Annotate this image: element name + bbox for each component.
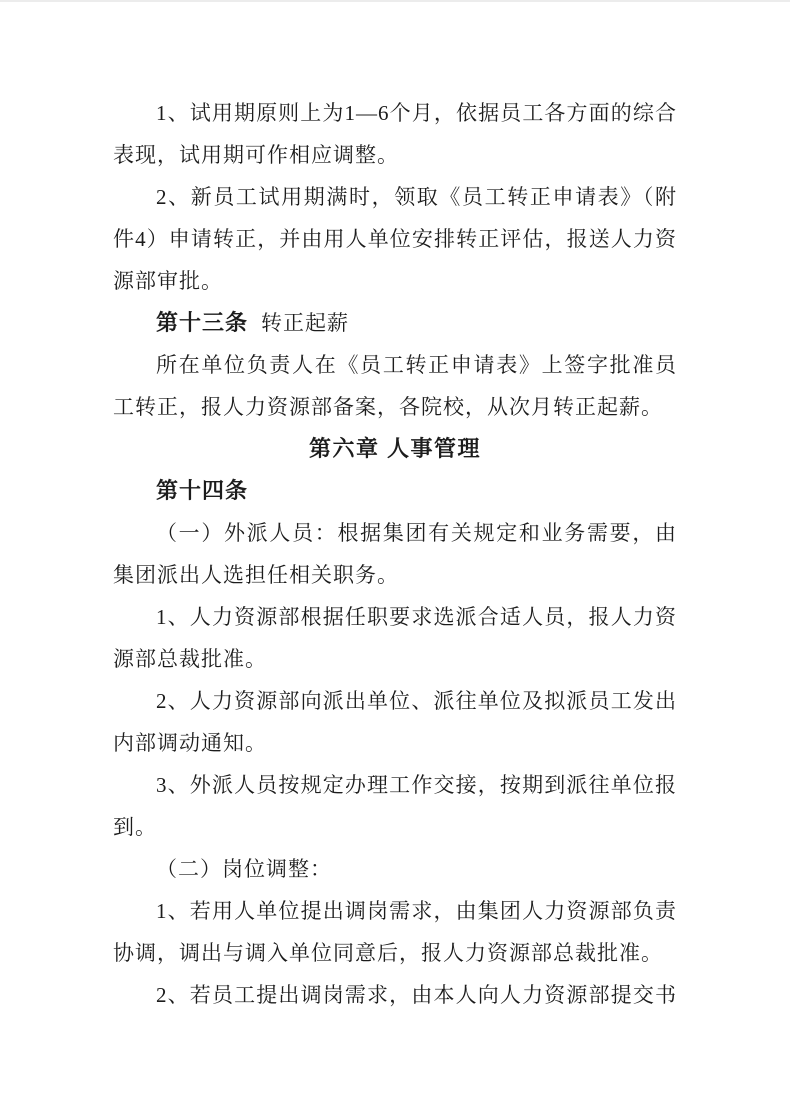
chapter-heading: 第六章 人事管理	[308, 436, 482, 461]
article-title: 转正起薪	[261, 311, 350, 335]
article-number: 第十四条	[156, 478, 249, 503]
text-line: 所在单位负责人在《员工转正申请表》上签字批准员	[156, 353, 677, 377]
text-line: 到。	[113, 815, 157, 839]
text-line: 2、新员工试用期满时，领取《员工转正申请表》（附	[156, 185, 677, 209]
document-body	[113, 92, 677, 1016]
text-line: 源部总裁批准。	[113, 647, 267, 671]
text-line: 集团派出人选担任相关职务。	[113, 563, 399, 587]
text-line: 2、人力资源部向派出单位、派往单位及拟派员工发出	[156, 689, 677, 713]
text-line: （一）外派人员：根据集团有关规定和业务需要，由	[156, 521, 677, 545]
text-line: 表现，试用期可作相应调整。	[113, 143, 399, 167]
text-line: （二）岗位调整：	[156, 857, 332, 881]
text-line: 2、若员工提出调岗需求，由本人向人力资源部提交书	[156, 983, 677, 1007]
text-line: 工转正，报人力资源部备案，各院校，从次月转正起薪。	[113, 395, 663, 419]
article-heading	[113, 470, 677, 512]
text-line: 1、若用人单位提出调岗需求，由集团人力资源部负责	[156, 899, 677, 923]
text-line: 协调，调出与调入单位同意后，报人力资源部总裁批准。	[113, 941, 663, 965]
article-number: 第十三条	[156, 310, 249, 335]
text-line: 件4）申请转正，并由用人单位安排转正评估，报送人力资	[113, 227, 677, 251]
text-line: 1、试用期原则上为1—6个月，依据员工各方面的综合	[156, 101, 677, 125]
text-line: 1、人力资源部根据任职要求选派合适人员，报人力资	[156, 605, 677, 629]
text-line: 3、外派人员按规定办理工作交接，按期到派往单位报	[156, 773, 677, 797]
text-line: 内部调动通知。	[113, 731, 267, 755]
text-line: 源部审批。	[113, 269, 223, 293]
article-heading	[113, 302, 677, 344]
